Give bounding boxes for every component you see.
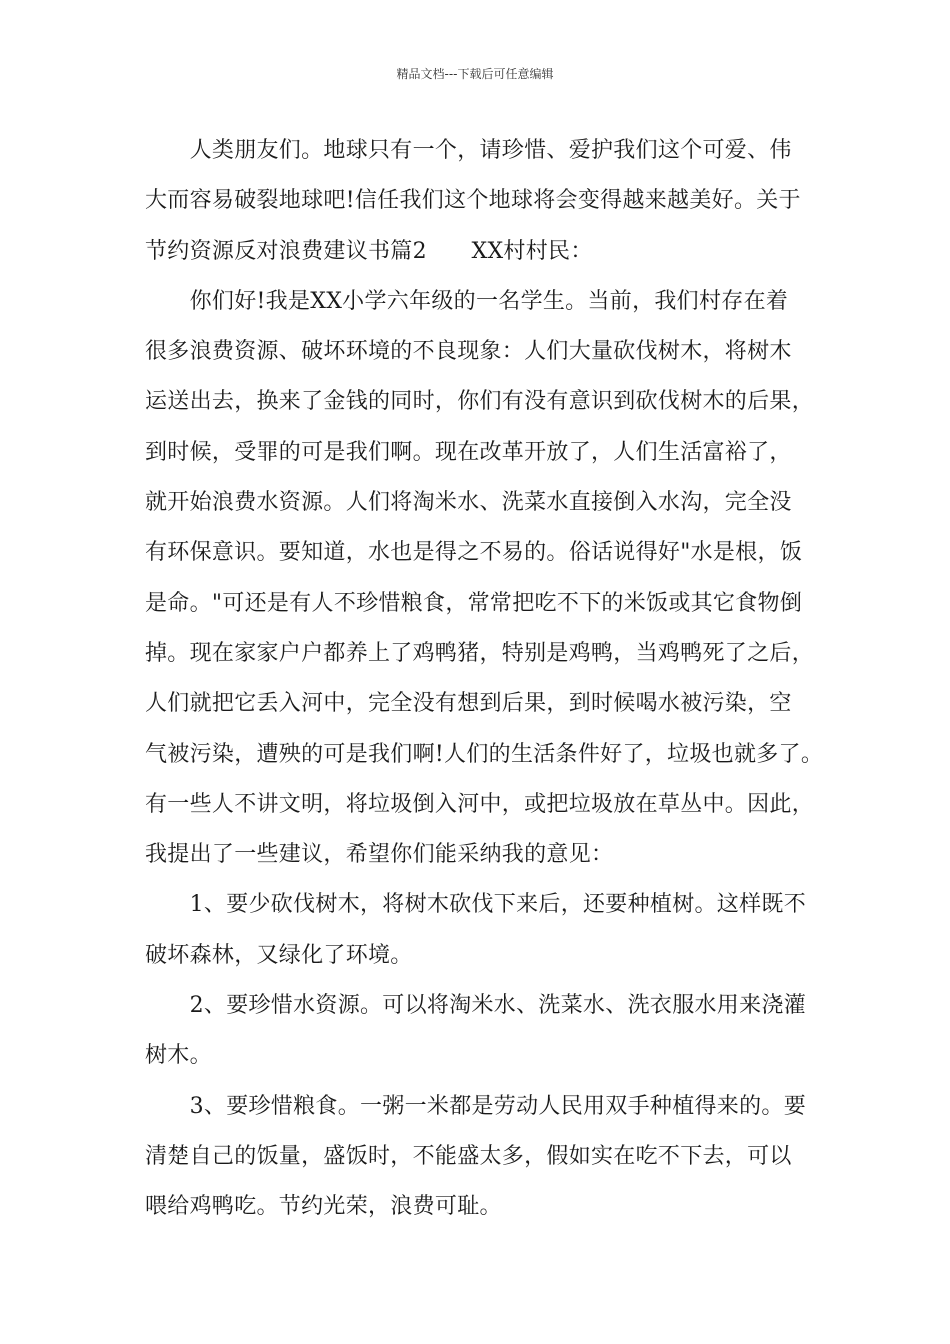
- text-line: 运送出去，换来了金钱的同时，你们有没有意识到砍伐树木的后果，: [145, 389, 815, 415]
- text-line: 有环保意识。要知道，水也是得之不易的。俗话说得好"水是根，饭: [145, 540, 803, 566]
- text-line: 是命。"可还是有人不珍惜粮食，常常把吃不下的米饭或其它食物倒: [145, 590, 803, 616]
- text-line: 大而容易破裂地球吧!信任我们这个地球将会变得越来越美好。关于: [145, 188, 801, 214]
- text-line: 你们好!我是XX小学六年级的一名学生。当前，我们村存在着: [145, 288, 789, 314]
- text-line: 我提出了一些建议，希望你们能采纳我的意见：: [145, 842, 614, 868]
- text-line: 气被污染，遭殃的可是我们啊!人们的生活条件好了，垃圾也就多了。: [145, 741, 824, 767]
- text-line: 破坏森林，又绿化了环境。: [145, 942, 413, 968]
- text-line: 到时候，受罪的可是我们啊。现在改革开放了，人们生活富裕了，: [145, 439, 792, 465]
- text-line: 节约资源反对浪费建议书篇2 XX村村民：: [145, 238, 593, 264]
- text-line: 人们就把它丢入河中，完全没有想到后果，到时候喝水被污染，空: [145, 691, 792, 717]
- text-line: 很多浪费资源、破坏环境的不良现象：人们大量砍伐树木，将树木: [145, 339, 792, 365]
- page-header: 精品文档---下载后可任意编辑: [396, 67, 554, 81]
- text-line: 3、要珍惜粮食。一粥一米都是劳动人民用双手种植得来的。要: [145, 1093, 806, 1119]
- text-line: 掉。现在家家户户都养上了鸡鸭猪，特别是鸡鸭，当鸡鸭死了之后，: [145, 640, 815, 666]
- text-line: 清楚自己的饭量，盛饭时，不能盛太多，假如实在吃不下去，可以: [145, 1143, 792, 1169]
- text-line: 树木。: [145, 1043, 212, 1069]
- text-line: 2、要珍惜水资源。可以将淘米水、洗菜水、洗衣服水用来浇灌: [145, 993, 806, 1019]
- text-line: 有一些人不讲文明，将垃圾倒入河中，或把垃圾放在草丛中。因此，: [145, 791, 815, 817]
- document-body: [145, 126, 824, 1233]
- text-line: 喂给鸡鸭吃。节约光荣，浪费可耻。: [145, 1194, 502, 1220]
- text-line: 就开始浪费水资源。人们将淘米水、洗菜水直接倒入水沟，完全没: [145, 490, 792, 516]
- text-line: 1、要少砍伐树木，将树木砍伐下来后，还要种植树。这样既不: [145, 892, 806, 918]
- text-line: 人类朋友们。地球只有一个，请珍惜、爱护我们这个可爱、伟: [145, 138, 792, 163]
